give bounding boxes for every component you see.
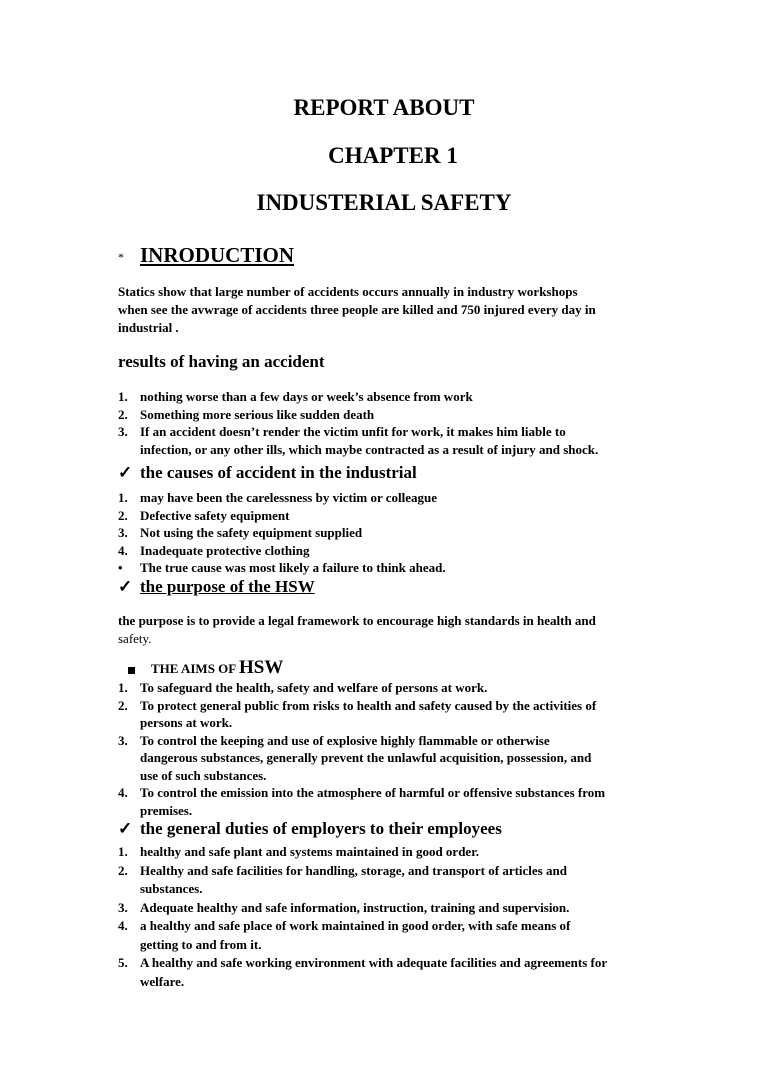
item-text: nothing worse than a few days or week’s absence from work [140, 389, 473, 404]
item-text: Inadequate protective clothing [140, 542, 310, 558]
item-text: Defective safety equipment [140, 507, 290, 523]
item-text: persons at work. [140, 715, 233, 730]
intro-para-line: industrial . [118, 320, 179, 335]
intro-para-line: Statics show that large number of accidents occurs annually in industry workshops [118, 284, 578, 299]
list-item [118, 507, 663, 525]
item-number: 4. [118, 785, 128, 800]
item-text: welfare. [140, 973, 185, 989]
item-text: Not using the safety equipment supplied [140, 525, 363, 540]
item-text: substances. [140, 881, 203, 896]
title-line-2: CHAPTER 1 [328, 143, 458, 168]
item-text: healthy and safe plant and systems maintained in good order. [140, 844, 480, 859]
item-text: The true cause was most likely a failure to think ahead. [140, 560, 446, 575]
item-text: getting to and from it. [140, 936, 262, 952]
list-item [118, 917, 663, 954]
item-text: To safeguard the health, safety and welfare of persons at work. [140, 680, 488, 695]
title-line-1: REPORT ABOUT [293, 95, 475, 120]
item-text: To control the emission into the atmosphere of harmful or offensive substances from [140, 785, 606, 800]
item-number: 3. [118, 525, 128, 540]
results-list [118, 388, 663, 458]
duties-heading [118, 819, 502, 839]
list-item [118, 697, 663, 732]
square-bullet-icon [128, 667, 135, 674]
item-text: may have been the carelessness by victim or colleague [140, 490, 438, 505]
item-text: To protect general public from risks to health and safety caused by the activities of [140, 697, 597, 713]
bullet-icon: • [118, 560, 123, 575]
item-number: 2. [118, 406, 128, 422]
item-number: 1. [118, 680, 128, 695]
item-text: Adequate healthy and safe information, instruction, training and supervision. [140, 899, 570, 915]
item-number: 3. [118, 424, 128, 439]
aims-label: THE AIMS OF [151, 661, 236, 676]
aims-heading [128, 657, 283, 679]
item-text: Something more serious like sudden death [140, 406, 375, 422]
list-item [118, 388, 663, 406]
item-number: 4. [118, 542, 128, 558]
purpose-paragraph [118, 612, 658, 648]
item-text: Healthy and safe facilities for handling, storage, and transport of articles and [140, 862, 567, 878]
purpose-para-line: the purpose is to provide a legal framework to encourage high standards in health and [118, 613, 596, 628]
item-number: 2. [118, 507, 128, 523]
intro-para-line: when see the avwrage of accidents three people are killed and 750 injured every day in [118, 302, 596, 317]
list-item [118, 489, 663, 507]
checkmark-icon: ✓ [118, 577, 133, 596]
results-heading: results of having an accident [118, 352, 325, 371]
item-number: 5. [118, 955, 128, 970]
list-item [118, 423, 663, 458]
item-number: 1. [118, 389, 128, 404]
causes-list [118, 489, 663, 577]
aims-label-big: HSW [239, 657, 284, 678]
list-item [118, 732, 663, 785]
item-number: 1. [118, 490, 128, 505]
aims-list [118, 679, 663, 819]
purpose-heading-text: the purpose of the HSW [140, 577, 315, 596]
list-item [118, 542, 663, 560]
list-item [118, 406, 663, 424]
causes-heading [118, 463, 417, 483]
intro-bullet: * [118, 250, 124, 264]
list-item [118, 899, 663, 918]
list-item [118, 524, 663, 542]
item-number: 3. [118, 899, 128, 915]
causes-heading-text: the causes of accident in the industrial [140, 463, 417, 482]
list-item [118, 954, 663, 991]
checkmark-icon: ✓ [118, 463, 133, 482]
duties-heading-text: the general duties of employers to their employees [140, 819, 502, 838]
item-text: dangerous substances, generally prevent the unlawful acquisition, possession, and [140, 750, 592, 765]
item-text: infection, or any other ills, which maybe contracted as a result of injury and shock. [140, 441, 599, 457]
intro-heading: INRODUCTION [140, 243, 295, 267]
item-text: use of such substances. [140, 767, 267, 783]
list-item [118, 679, 663, 697]
intro-paragraph [118, 283, 658, 337]
item-number: 2. [118, 862, 128, 878]
item-number: 4. [118, 918, 128, 933]
item-text: A healthy and safe working environment with adequate facilities and agreements for [140, 955, 608, 970]
item-number: 1. [118, 844, 128, 859]
item-number: 3. [118, 732, 128, 748]
item-text: To control the keeping and use of explosive highly flammable or otherwise [140, 732, 550, 748]
checkmark-icon: ✓ [118, 819, 133, 838]
list-item [118, 784, 663, 819]
duties-list [118, 843, 663, 991]
item-text: If an accident doesn’t render the victim unfit for work, it makes him liable to [140, 424, 566, 439]
item-text: premises. [140, 802, 193, 818]
item-number: 2. [118, 697, 128, 713]
purpose-heading [118, 577, 315, 597]
item-text: a healthy and safe place of work maintained in good order, with safe means of [140, 918, 571, 933]
list-item [118, 843, 663, 862]
list-item [118, 559, 663, 577]
purpose-para-line: safety. [118, 631, 152, 646]
title-line-3: INDUSTERIAL SAFETY [256, 190, 512, 215]
list-item [118, 862, 663, 899]
